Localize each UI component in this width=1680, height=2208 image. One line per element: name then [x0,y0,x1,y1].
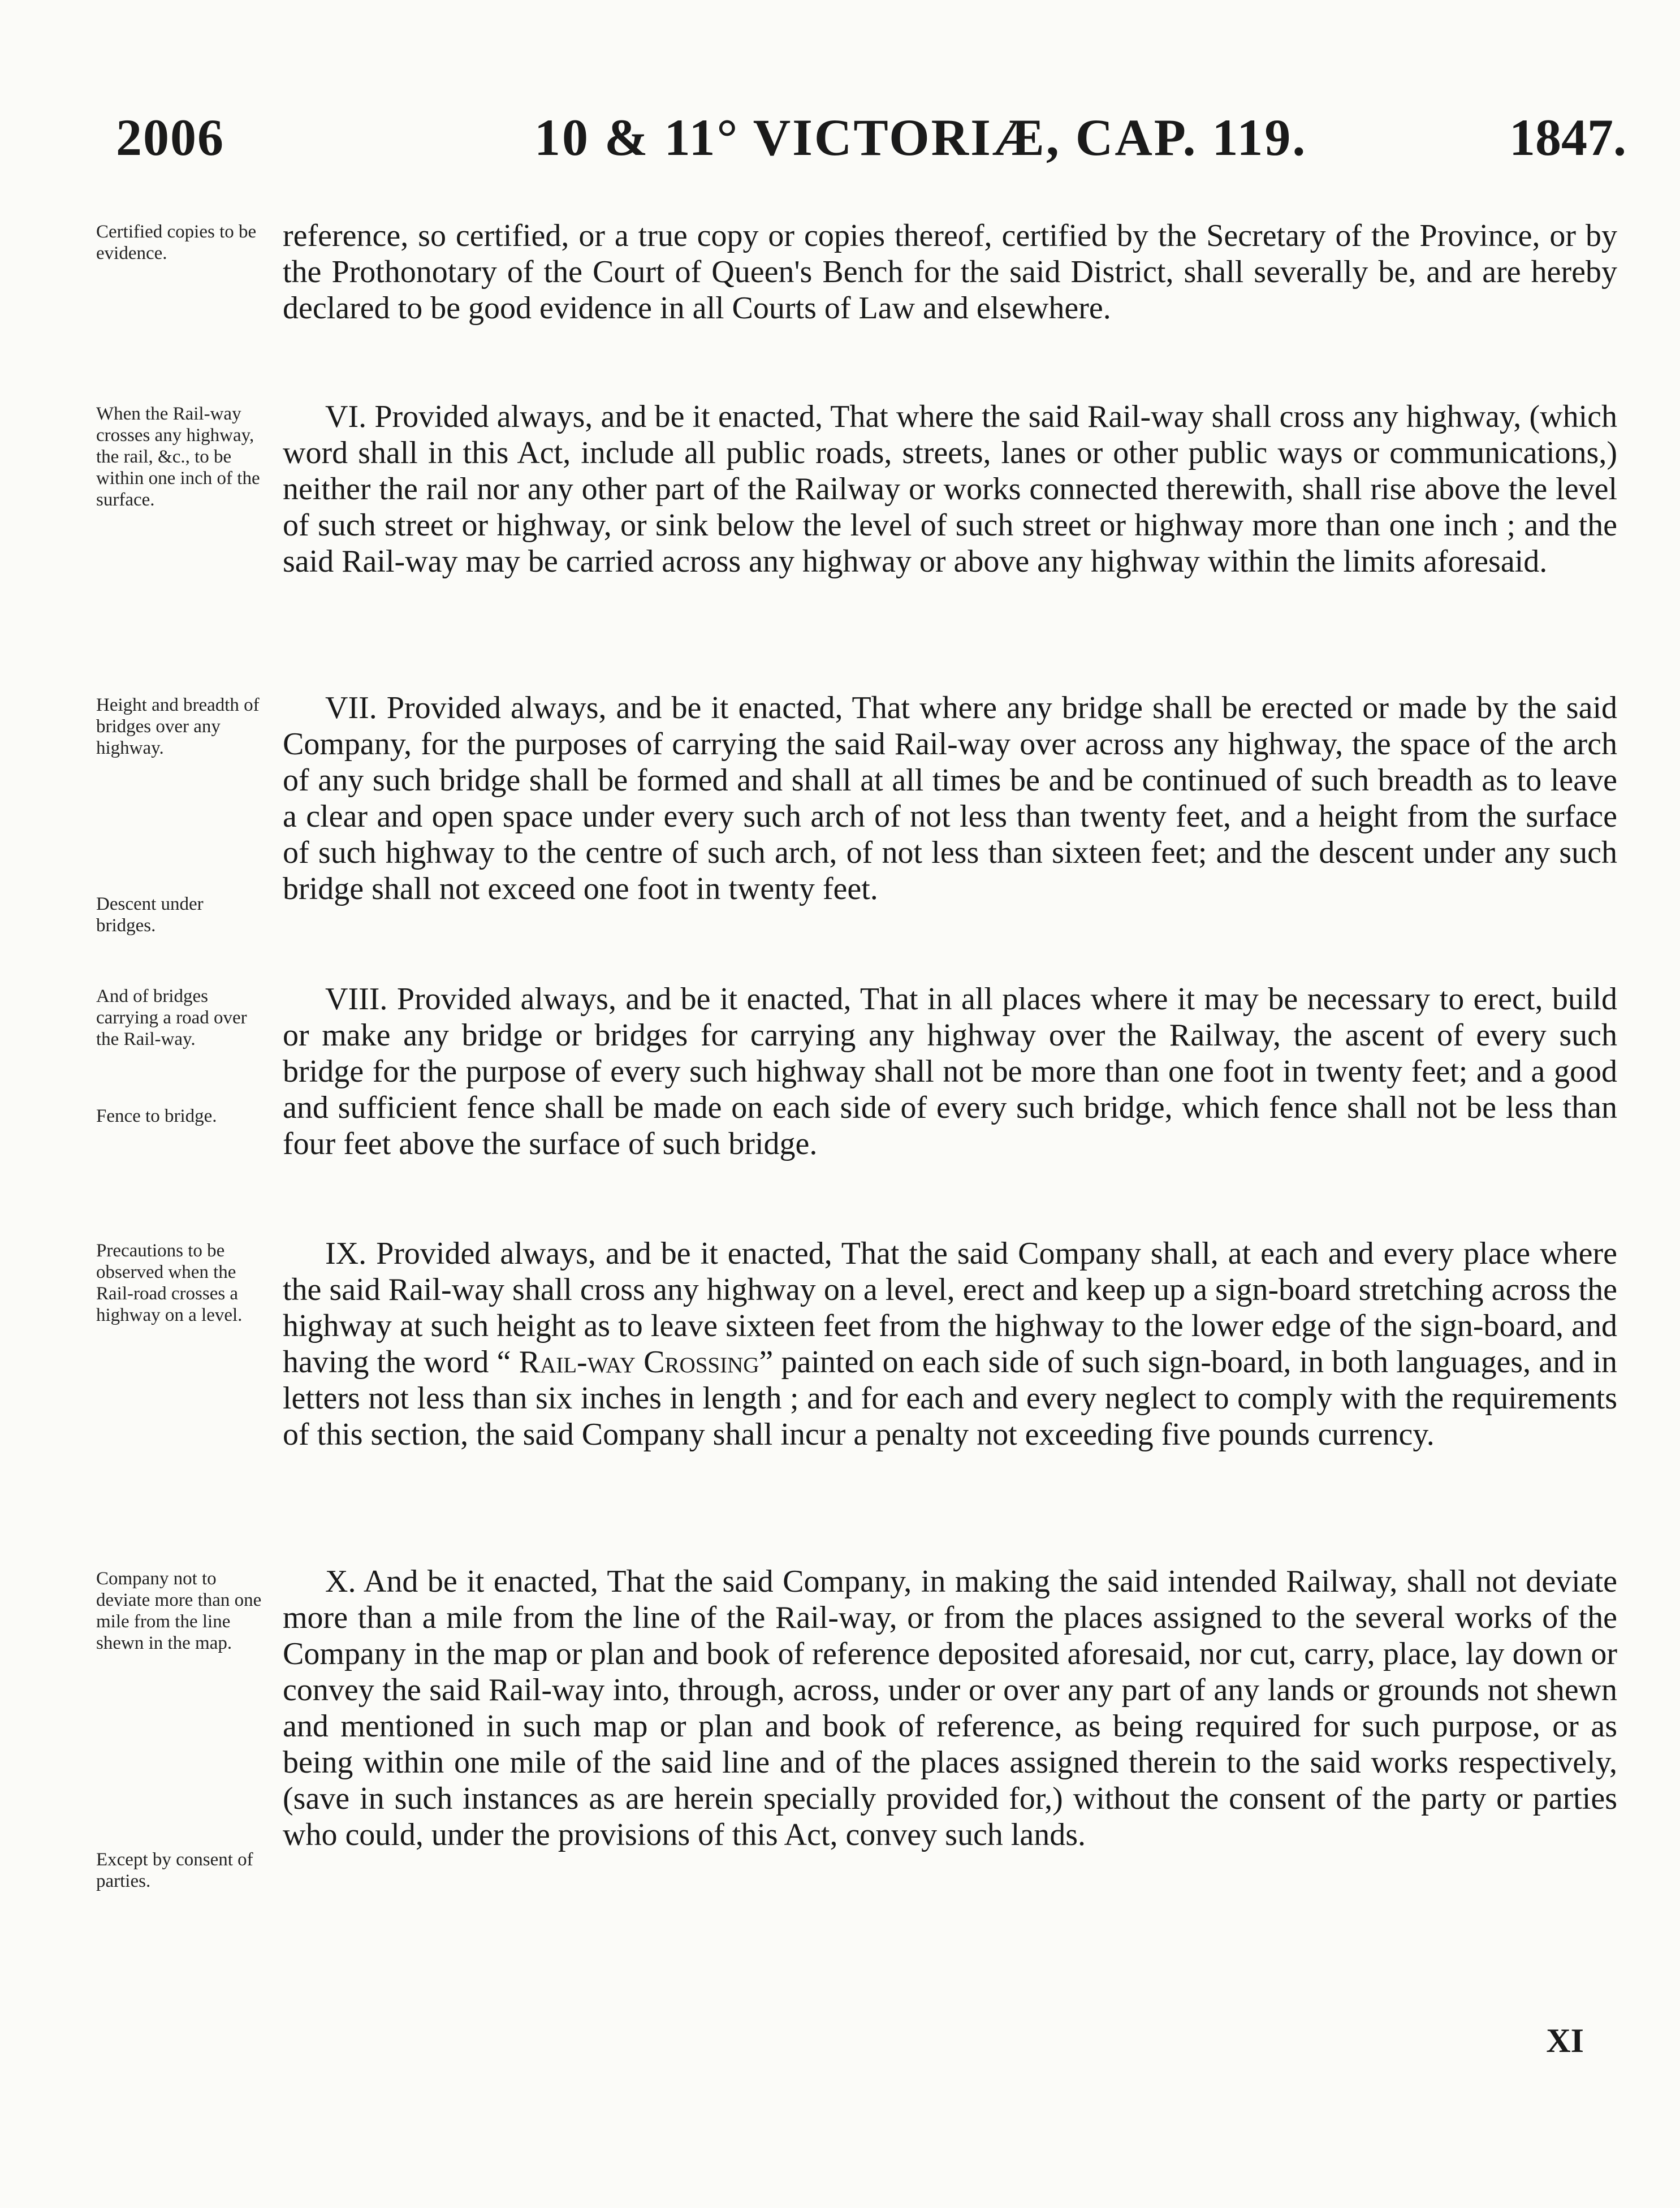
margin-note: Fence to bridge. [96,1106,217,1126]
running-title: 10 & 11° VICTORIÆ, CAP. 119. [534,109,1307,166]
section-text: X. And be it enacted, That the said Company, in making the said intended Railway, shall not deviate more than a mile from the line of the Rail-way, or from the places assigned to the several works of the Company in the map or plan and book of reference deposited aforesaid, nor cut, carry, place, lay down or convey the said Rail-way into, through, across, under or over any part of any lands or grounds not shewn and mentioned in such map or plan and book of reference, as being required for such purpose, or as being within one mile of the said line and of the places assigned therein to the said works respectively, (save in such instances as are herein specially provided for,) without the consent of the party or parties who could, under the provisions of this Act, convey such lands. [283,1564,1617,1852]
section-text: VIII. Provided always, and be it enacted, That in all places where it may be necessary to erect, build or make any bridge or bridges for carrying any highway over the Railway, the ascent of every such bridge for the purpose of every such highway shall not be more than one foot in twenty feet; and a good and sufficient fence shall be made on each side of every such bridge, which fence shall not be less than four feet above the surface of such bridge. [283,982,1617,1161]
rail-way-crossing-words: Rail-way Crossing [519,1345,759,1380]
catchword: XI [1546,2022,1584,2059]
section-text-part: ” painted on each side of such sign-board, in both languages, and in letters not less than six inches in length ; and for each and every neglect to comply with the requirements of this section, the said Company shall incur a penalty not exceeding five pounds currency. [283,1345,1617,1452]
page-number: 2006 [116,109,224,166]
margin-note: Precautions to be observed when the Rail-road crosses a highway on a level. [96,1241,243,1325]
section-text: reference, so certified, or a true copy or copies thereof, certified by the Secretary of the Province, or by the Prothonotary of the Court of Queen's Bench for the said District, shall severally be, and are hereby declared to be good evidence in all Courts of Law and elsewhere. [283,218,1617,326]
section-text-part: IX. Provided always, and be it enacted, That the said Company shall, at each and every place where the said Rail-way shall cross any highway on a level, erect and keep up a sign-board stretching across the highway at such height as to leave sixteen feet from the highway to the lower edge of the sign-board, and having the word “ [283,1236,1617,1380]
margin-note: When the Rail-way crosses any highway, the rail, &c., to be within one inch of the surface. [96,404,260,510]
section-text [283,1235,1617,1453]
margin-note: Company not to deviate more than one mile from the line shewn in the map. [96,1568,262,1653]
margin-note: Height and breadth of bridges over any highway. [96,695,260,758]
header-year: 1847. [1509,109,1626,166]
margin-note: Except by consent of parties. [96,1850,253,1891]
margin-note: And of bridges carrying a road over the Rail-way. [96,986,247,1049]
margin-note: Certified copies to be evidence. [96,222,257,263]
section-text: VI. Provided always, and be it enacted, That where the said Rail-way shall cross any highway, (which word shall in this Act, include all public roads, streets, lanes or other public ways or communications,) neither the rail nor any other part of the Railway or works connected therewith, shall rise above the level of such street or highway, or sink below the level of such street or highway more than one inch ; and the said Rail-way may be carried across any highway or above any highway within the limits aforesaid. [283,399,1617,579]
page-header [116,107,1626,181]
section-text: VII. Provided always, and be it enacted, That where any bridge shall be erected or made by the said Company, for the purposes of carrying the said Rail-way over across any highway, the space of the arch of any such bridge shall be formed and shall at all times be and be continued of such breadth as to leave a clear and open space under every such arch of not less than twenty feet, and a height from the surface of such highway to the centre of such arch, of not less than sixteen feet; and the descent under any such bridge shall not exceed one foot in twenty feet. [283,690,1617,906]
margin-note: Descent under bridges. [96,894,204,936]
